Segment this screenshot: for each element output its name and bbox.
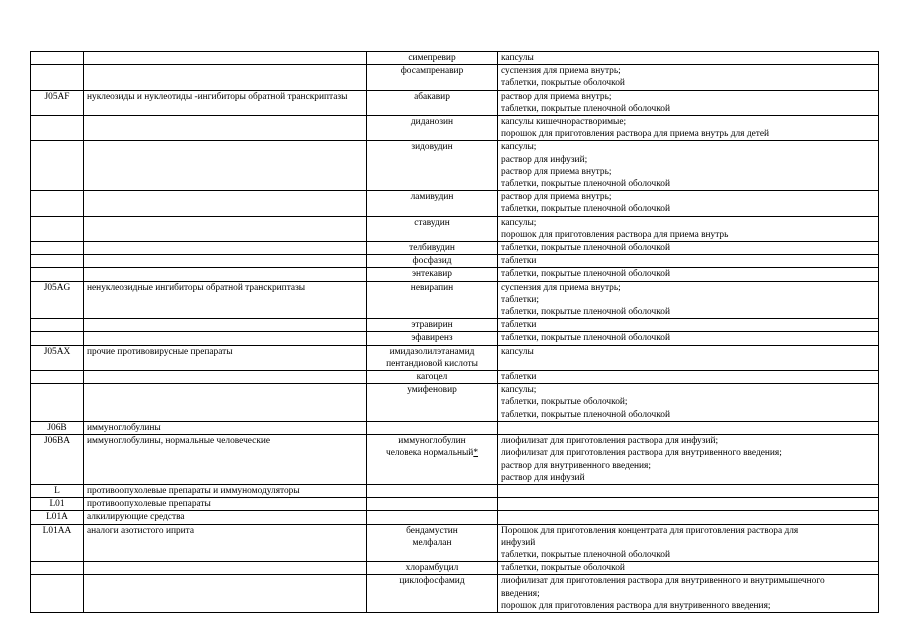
dosage-form-line: капсулы кишечнорастворимые; [501, 117, 627, 128]
dosage-form-line: раствор для приема внутрь; [501, 91, 612, 102]
drug-name [370, 116, 494, 128]
drug-name-cell [367, 498, 498, 511]
dosage-form-line: таблетки, покрытые оболочкой; [501, 397, 628, 408]
drug-name-cell [367, 484, 498, 497]
drug-name-text: телбивудин [409, 243, 455, 254]
group-name-cell [84, 116, 367, 141]
drug-name-text: ставудин [414, 217, 450, 228]
drug-name [370, 346, 494, 358]
dosage-form-line: таблетки, покрытые оболочкой [501, 563, 625, 574]
dosage-form-cell [498, 255, 879, 268]
group-name-cell [84, 216, 367, 241]
dosage-form-line: введения; [501, 588, 540, 599]
drug-name-text: зидовудин [411, 142, 453, 153]
dosage-form-cell [498, 319, 879, 332]
atc-code-cell: J05AG [31, 281, 84, 319]
drug-name-cell [367, 384, 498, 422]
drug-name [370, 91, 494, 103]
drug-list-table [30, 51, 879, 613]
drug-name-cell [367, 575, 498, 613]
atc-code-cell [31, 575, 84, 613]
atc-code-cell [31, 116, 84, 141]
drug-name-cell [367, 281, 498, 319]
dosage-form-cell [498, 141, 879, 191]
drug-name-cell [367, 191, 498, 216]
group-name-cell [84, 371, 367, 384]
dosage-form-line: таблетки; [501, 294, 540, 305]
table-row [31, 332, 879, 345]
group-name-cell [84, 242, 367, 255]
group-name-cell [84, 268, 367, 281]
table-row [31, 345, 879, 370]
dosage-form-line: таблетки, покрытые пленочной оболочкой [501, 549, 670, 560]
dosage-form-line: таблетки, покрытые пленочной оболочкой [501, 307, 670, 318]
dosage-form-line: таблетки, покрытые пленочной оболочкой [501, 103, 670, 114]
dosage-form-line: суспензия для приема внутрь; [501, 66, 621, 77]
drug-name [370, 447, 494, 459]
table-row [31, 511, 879, 524]
table-row [31, 216, 879, 241]
atc-code-cell: L01AA [31, 524, 84, 562]
dosage-form-line: лиофилизат для приготовления раствора для инфузий; [501, 436, 719, 447]
table-row [31, 141, 879, 191]
atc-code-cell [31, 216, 84, 241]
drug-name-cell [367, 319, 498, 332]
dosage-form-line: таблетки, покрытые пленочной оболочкой [501, 179, 670, 190]
table-row [31, 255, 879, 268]
dosage-form-line: инфузий [501, 537, 536, 548]
dosage-form-line: лиофилизат для приготовления раствора для внутривенного и внутримышечного [501, 576, 825, 587]
drug-name-text: человека нормальный [385, 448, 474, 459]
drug-name [370, 242, 494, 254]
drug-name-cell [367, 65, 498, 90]
dosage-form-line: таблетки, покрытые пленочной оболочкой [501, 204, 670, 215]
group-name-cell [84, 384, 367, 422]
atc-code-cell: J06B [31, 421, 84, 434]
dosage-form-line: раствор для инфузий; [501, 154, 588, 165]
group-name-cell [84, 52, 367, 65]
group-name-cell [84, 141, 367, 191]
drug-name-text: хлорамбуцил [405, 563, 459, 574]
dosage-form-cell [498, 90, 879, 115]
dosage-form-cell [498, 435, 879, 485]
atc-code-cell [31, 384, 84, 422]
table-row [31, 90, 879, 115]
drug-name-cell [367, 141, 498, 191]
drug-name-text: умифеновир [407, 385, 457, 396]
drug-name-cell [367, 116, 498, 141]
drug-name-text: фосампренавир [400, 66, 464, 77]
atc-code-cell: J05AX [31, 345, 84, 370]
table-row [31, 268, 879, 281]
atc-code-cell [31, 371, 84, 384]
drug-name-text: ламивудин [410, 192, 454, 203]
dosage-form-cell [498, 52, 879, 65]
dosage-form-cell [498, 281, 879, 319]
dosage-form-line: капсулы [501, 53, 534, 63]
table-row [31, 524, 879, 562]
drug-name [370, 332, 494, 344]
group-name-cell [84, 255, 367, 268]
drug-name-text: фосфазид [412, 256, 452, 267]
drug-name-cell [367, 524, 498, 562]
dosage-form-line: таблетки, покрытые оболочкой [501, 78, 625, 89]
dosage-form-line: лиофилизат для приготовления раствора для внутривенного введения; [501, 448, 782, 459]
table-row [31, 371, 879, 384]
drug-name-cell [367, 268, 498, 281]
dosage-form-line: таблетки, покрытые пленочной оболочкой [501, 243, 670, 254]
table-row [31, 65, 879, 90]
drug-name-cell [367, 90, 498, 115]
dosage-form-cell [498, 498, 879, 511]
drug-name-cell [367, 242, 498, 255]
dosage-form-line: порошок для приготовления раствора для внутривенного введения; [501, 600, 771, 611]
table-body [31, 52, 879, 613]
drug-name-text: кагоцел [416, 372, 448, 383]
drug-name [370, 319, 494, 331]
table-row [31, 421, 879, 434]
footnote-mark[interactable]: * [473, 448, 479, 459]
drug-name [370, 52, 494, 64]
drug-name-cell [367, 421, 498, 434]
dosage-form-cell [498, 65, 879, 90]
table-row [31, 498, 879, 511]
dosage-form-cell [498, 332, 879, 345]
table-row [31, 52, 879, 65]
drug-name [370, 358, 494, 370]
dosage-form-line: раствор для приема внутрь; [501, 192, 612, 203]
dosage-form-line: капсулы [501, 346, 534, 357]
drug-name [370, 371, 494, 383]
drug-name-text: невирапин [410, 282, 454, 293]
dosage-form-cell [498, 524, 879, 562]
drug-name [370, 268, 494, 280]
dosage-form-line: порошок для приготовления раствора для приема внутрь [501, 229, 729, 240]
atc-code-cell: L01 [31, 498, 84, 511]
drug-name-text: эфавиренз [411, 333, 453, 344]
group-name-cell: иммуноглобулины [84, 421, 367, 434]
dosage-form-line: капсулы; [501, 385, 537, 396]
drug-name-text: этравирин [411, 320, 453, 331]
drug-name-text: абакавир [414, 91, 450, 102]
group-name-cell [84, 191, 367, 216]
drug-name [370, 562, 494, 574]
group-name-cell: противоопухолевые препараты и иммуномодуляторы [84, 484, 367, 497]
table-row [31, 384, 879, 422]
drug-name [370, 282, 494, 294]
drug-name [370, 435, 494, 447]
group-name-cell: нуклеозиды и нуклеотиды -ингибиторы обратной транскриптазы [84, 90, 367, 115]
dosage-form-cell [498, 575, 879, 613]
atc-code-cell [31, 319, 84, 332]
atc-code-cell [31, 255, 84, 268]
drug-name-text: иммуноглобулин [398, 436, 466, 447]
drug-name [370, 575, 494, 587]
drug-name-text: бендамустин [406, 525, 458, 536]
drug-name [370, 141, 494, 153]
drug-name-text: имидазолилэтанамид [389, 346, 475, 357]
atc-code-cell: J06BA [31, 435, 84, 485]
group-name-cell [84, 319, 367, 332]
group-name-cell [84, 562, 367, 575]
drug-name-cell [367, 216, 498, 241]
drug-name [370, 525, 494, 537]
drug-name-text: циклофосфамид [399, 576, 465, 587]
atc-code-cell [31, 65, 84, 90]
group-name-cell [84, 575, 367, 613]
dosage-form-line: таблетки [501, 256, 537, 267]
drug-name-text: пентандиовой кислоты [386, 358, 478, 369]
drug-name-cell [367, 511, 498, 524]
table-row [31, 575, 879, 613]
drug-name-text: симепревир [408, 53, 456, 63]
atc-code-cell [31, 562, 84, 575]
dosage-form-line: суспензия для приема внутрь; [501, 282, 621, 293]
dosage-form-line: раствор для инфузий [501, 472, 585, 483]
dosage-form-cell [498, 484, 879, 497]
dosage-form-cell [498, 216, 879, 241]
dosage-form-line: таблетки, покрытые пленочной оболочкой [501, 409, 670, 420]
dosage-form-line: Порошок для приготовления концентрата для приготовления раствора для [501, 525, 799, 536]
dosage-form-line: раствор для внутривенного введения; [501, 460, 651, 471]
group-name-cell: противоопухолевые препараты [84, 498, 367, 511]
atc-code-cell [31, 52, 84, 65]
table-row [31, 435, 879, 485]
dosage-form-cell [498, 371, 879, 384]
drug-name-cell [367, 52, 498, 65]
drug-name-text: энтекавир [411, 269, 452, 280]
drug-name [370, 191, 494, 203]
dosage-form-line: порошок для приготовления раствора для приема внутрь для детей [501, 129, 770, 140]
dosage-form-cell [498, 511, 879, 524]
group-name-cell: иммуноглобулины, нормальные человеческие [84, 435, 367, 485]
dosage-form-line: таблетки, покрытые пленочной оболочкой [501, 269, 670, 280]
dosage-form-cell [498, 345, 879, 370]
dosage-form-cell [498, 268, 879, 281]
drug-name-cell [367, 332, 498, 345]
dosage-form-cell [498, 116, 879, 141]
dosage-form-cell [498, 242, 879, 255]
group-name-cell [84, 65, 367, 90]
atc-code-cell [31, 242, 84, 255]
dosage-form-cell [498, 191, 879, 216]
group-name-cell: алкилирующие средства [84, 511, 367, 524]
drug-name [370, 255, 494, 267]
atc-code-cell [31, 141, 84, 191]
dosage-form-cell [498, 421, 879, 434]
drug-name-text: мелфалан [412, 537, 452, 548]
group-name-cell: ненуклеозидные ингибиторы обратной транскриптазы [84, 281, 367, 319]
group-name-cell [84, 332, 367, 345]
table-row [31, 191, 879, 216]
drug-name [370, 537, 494, 549]
drug-name-cell [367, 435, 498, 485]
drug-name-cell [367, 562, 498, 575]
atc-code-cell: J05AF [31, 90, 84, 115]
group-name-cell: прочие противовирусные препараты [84, 345, 367, 370]
dosage-form-line: таблетки [501, 372, 537, 383]
drug-name [370, 65, 494, 77]
drug-name [370, 217, 494, 229]
table-row [31, 116, 879, 141]
dosage-form-cell [498, 562, 879, 575]
dosage-form-line: капсулы; [501, 142, 537, 153]
drug-name-cell [367, 371, 498, 384]
drug-name [370, 384, 494, 396]
dosage-form-line: капсулы; [501, 217, 537, 228]
atc-code-cell: L [31, 484, 84, 497]
table-row [31, 281, 879, 319]
table-row [31, 319, 879, 332]
group-name-cell: аналоги азотистого иприта [84, 524, 367, 562]
drug-name-text: диданозин [410, 117, 454, 128]
atc-code-cell [31, 332, 84, 345]
table-row [31, 562, 879, 575]
atc-code-cell [31, 191, 84, 216]
dosage-form-line: раствор для приема внутрь; [501, 166, 612, 177]
dosage-form-cell [498, 384, 879, 422]
dosage-form-line: таблетки [501, 320, 537, 331]
atc-code-cell [31, 268, 84, 281]
drug-name-cell [367, 255, 498, 268]
atc-code-cell: L01A [31, 511, 84, 524]
table-row [31, 484, 879, 497]
drug-name-cell [367, 345, 498, 370]
dosage-form-line: таблетки, покрытые пленочной оболочкой [501, 333, 670, 344]
table-row [31, 242, 879, 255]
